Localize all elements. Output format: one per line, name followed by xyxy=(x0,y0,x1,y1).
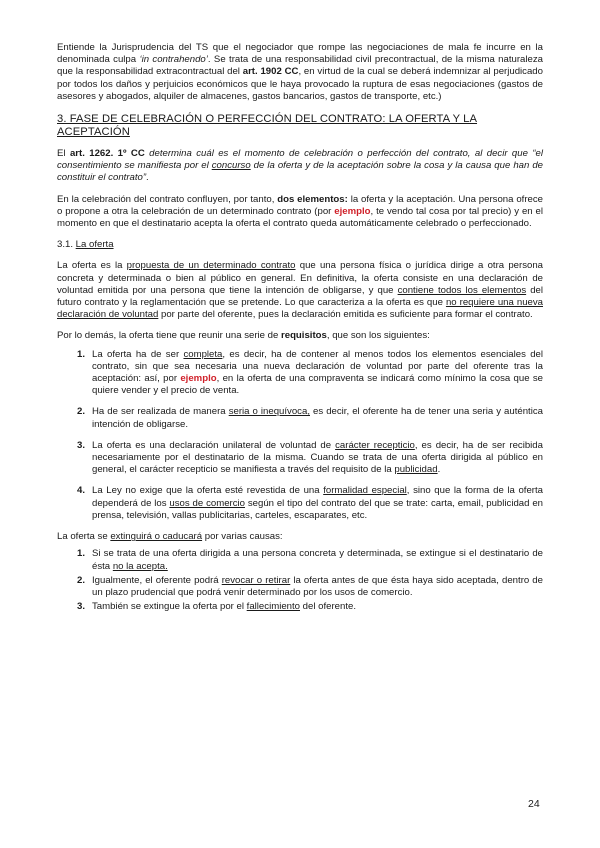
intro-paragraph: Entiende la Jurisprudencia del TS que el negociador que rompe las negociaciones de mala fe incurre en la denominada culpa ‘in contrahendo’. Se trata de una responsabilidad civil precontractual, de la misma naturaleza que la responsabilidad extracontractual del art. 1902 CC, en virtud de la cual se deberá indemnizar al perjudicado por todos los daños y perjuicios económicos que le haya provocado la ruptura de esas negociaciones (gastos de asesores y abogados, alquiler de almacenes, gastos bancarios, gastos de transporte, etc.) xyxy=(57,42,543,102)
list-item: 4. La Ley no exige que la oferta esté revestida de una formalidad especial, sino que la forma de la oferta dependerá de los usos de comercio según el tipo del contrato del que se trate: carta, email, publicidad en prensa, televisión, vallas publicitarias, carteles, escaparates, etc. xyxy=(77,485,543,521)
list-item: 1. La oferta ha de ser completa, es decir, ha de contener al menos todos los elementos esenciales del contrato, sin que sea necesaria una nueva declaración de voluntad por parte del oferente tras la aceptación: así, por ejemplo, en la oferta de una compraventa se indicará como mínimo la cosa que se quiere vender y el precio de venta. xyxy=(77,348,543,397)
art1262-paragraph: El art. 1262. 1º CC determina cuál es el momento de celebración o perfección del contrato, al decir que “el consentimiento se manifiesta por el concurso de la oferta y de la aceptación sobre la cosa y la causa que han de constituir el contrato”. xyxy=(57,148,544,184)
list-item: 2. Igualmente, el oferente podrá revocar o retirar la oferta antes de que ésta haya sido aceptada, dentro de un plazo prudencial que podrá venir determinado por los usos de comercio. xyxy=(77,574,543,598)
list-item: 1. Si se trata de una oferta dirigida a una persona concreta y determinada, se extingue si el destinatario de ésta no la acepta. xyxy=(77,548,543,572)
subheading-oferta: 3.1. La oferta xyxy=(57,239,114,251)
list-item: 3. La oferta es una declaración unilateral de voluntad de carácter recepticio, es decir, ha de ser recibida necesariamente por el destinatario de la misma. Cuando se trata de una oferta dirigida al público en general, el carácter recepticio se manifiesta a través del requisito de la publicidad. xyxy=(77,439,543,476)
list-item: 3. También se extingue la oferta por el fallecimiento del oferente. xyxy=(77,601,357,613)
celebracion-paragraph: En la celebración del contrato confluyen, por tanto, dos elementos: la oferta y la aceptación. Una persona ofrece o propone a otra la celebración de un determinado contrato (por ejemplo, te vendo tal cosa por tal precio) y en el momento en que el destinatario acepta la oferta el contrato queda automáticamente celebrado o perfeccionado. xyxy=(57,193,543,230)
requisitos-list xyxy=(57,349,543,522)
document-page xyxy=(57,42,543,613)
extincion-intro: La oferta se extinguirá o caducará por varias causas: xyxy=(57,531,283,543)
section-heading: 3. FASE DE CELEBRACIÓN O PERFECCIÓN DEL CONTRATO: LA OFERTA Y LA ACEPTACIÓN xyxy=(57,113,478,139)
extincion-list xyxy=(57,548,543,613)
oferta-definition-paragraph: La oferta es la propuesta de un determinado contrato que una persona física o jurídica dirige a otra persona concreta y determinada o bien al público en general. En definitiva, la oferta consiste en una declaración de voluntad emitida por una persona que tiene la intención de obligarse, y que contiene todos los elementos del futuro contrato y la reglamentación que se pretende. Lo que caracteriza a la oferta es que no requiere una nueva declaración de voluntad por parte del oferente, pues la declaración emitida es suficiente para formar el contrato. xyxy=(57,260,544,321)
page-number: 24 xyxy=(528,798,540,810)
requisitos-intro: Por lo demás, la oferta tiene que reunir una serie de requisitos, que son los siguientes: xyxy=(57,330,430,342)
list-item: 2. Ha de ser realizada de manera seria o inequívoca, es decir, el oferente ha de tener una seria y auténtica intención de obligarse. xyxy=(77,406,543,430)
